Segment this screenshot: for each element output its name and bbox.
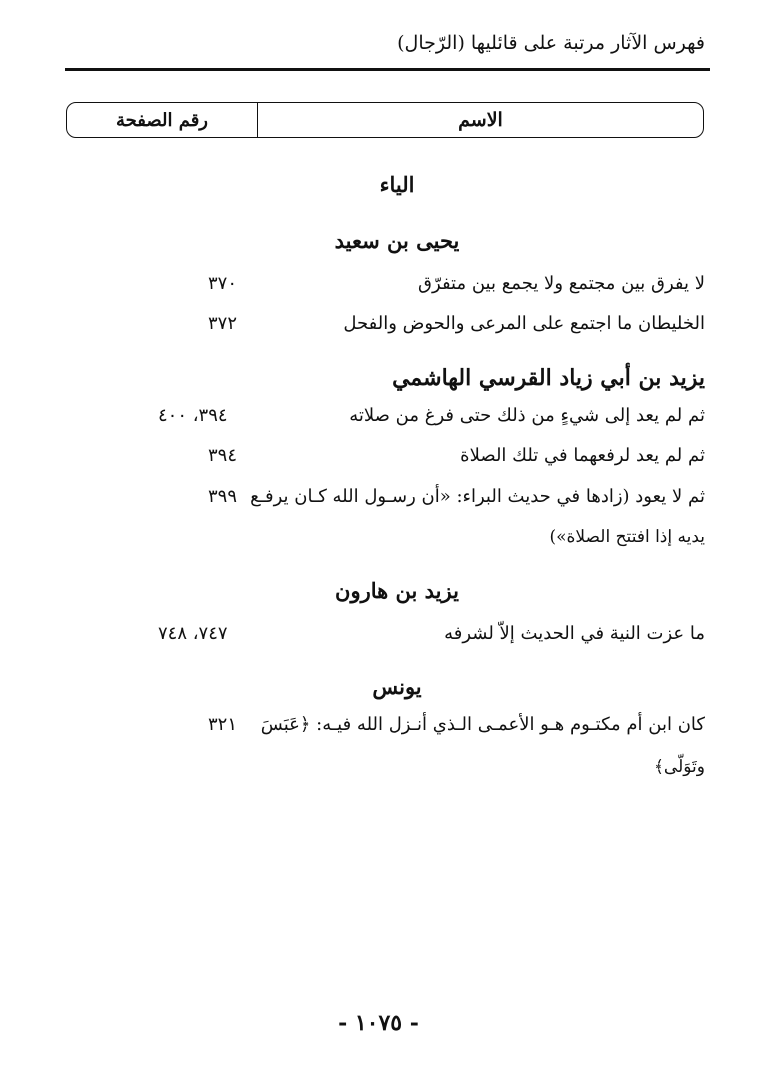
entry-pages: ٣٧٢ bbox=[208, 313, 238, 334]
column-name-label: الاسم bbox=[257, 103, 703, 137]
header-rule bbox=[65, 68, 710, 71]
section-letter: الياء bbox=[379, 172, 415, 197]
group-heading: يحيى بن سعيد bbox=[334, 228, 460, 253]
group-heading: يزيد بن أبي زياد القرسي الهاشمي bbox=[392, 365, 705, 391]
entry-continuation: يديه إذا افتتح الصلاة») bbox=[549, 527, 705, 547]
entry-continuation: وتَوَلّى﴾ bbox=[653, 757, 705, 777]
group-heading: يونس bbox=[372, 674, 422, 699]
entry-pages: ٧٤٧، ٧٤٨ bbox=[158, 623, 228, 644]
entry-text: ثم لا يعود (زادها في حديث البراء: «أن رسـول الله كـان يرفـع bbox=[250, 486, 705, 507]
entry-text: ثم لم يعد لرفعهما في تلك الصلاة bbox=[460, 445, 705, 466]
entry-pages: ٣٩٤، ٤٠٠ bbox=[158, 405, 228, 426]
entry-pages: ٣٧٠ bbox=[208, 273, 238, 294]
entry-text: ثم لم يعد إلى شيءٍ من ذلك حتى فرغ من صلاته bbox=[349, 405, 705, 426]
entry-text: كان ابن أم مكتـوم هـو الأعمـى الـذي أنـزل الله فيـه: ﴿عَبَسَ bbox=[260, 714, 705, 735]
entry-pages: ٣٢١ bbox=[208, 714, 238, 735]
entry-text: ما عزت النية في الحديث إلاّ لشرفه bbox=[444, 623, 705, 644]
page-number: - ١٠٧٥ - bbox=[338, 1010, 419, 1036]
column-page-label: رقم الصفحة bbox=[115, 109, 208, 131]
running-header: فهرس الآثار مرتبة على قائليها (الرّجال) bbox=[397, 32, 705, 54]
entry-text: الخليطان ما اجتمع على المرعى والحوض والفحل bbox=[343, 313, 705, 334]
entry-pages: ٣٩٤ bbox=[208, 445, 238, 466]
entry-text: لا يفرق بين مجتمع ولا يجمع بين متفرّق bbox=[418, 273, 705, 294]
column-header bbox=[66, 102, 704, 138]
group-heading: يزيد بن هارون bbox=[335, 578, 459, 603]
entry-pages: ٣٩٩ bbox=[208, 486, 238, 507]
